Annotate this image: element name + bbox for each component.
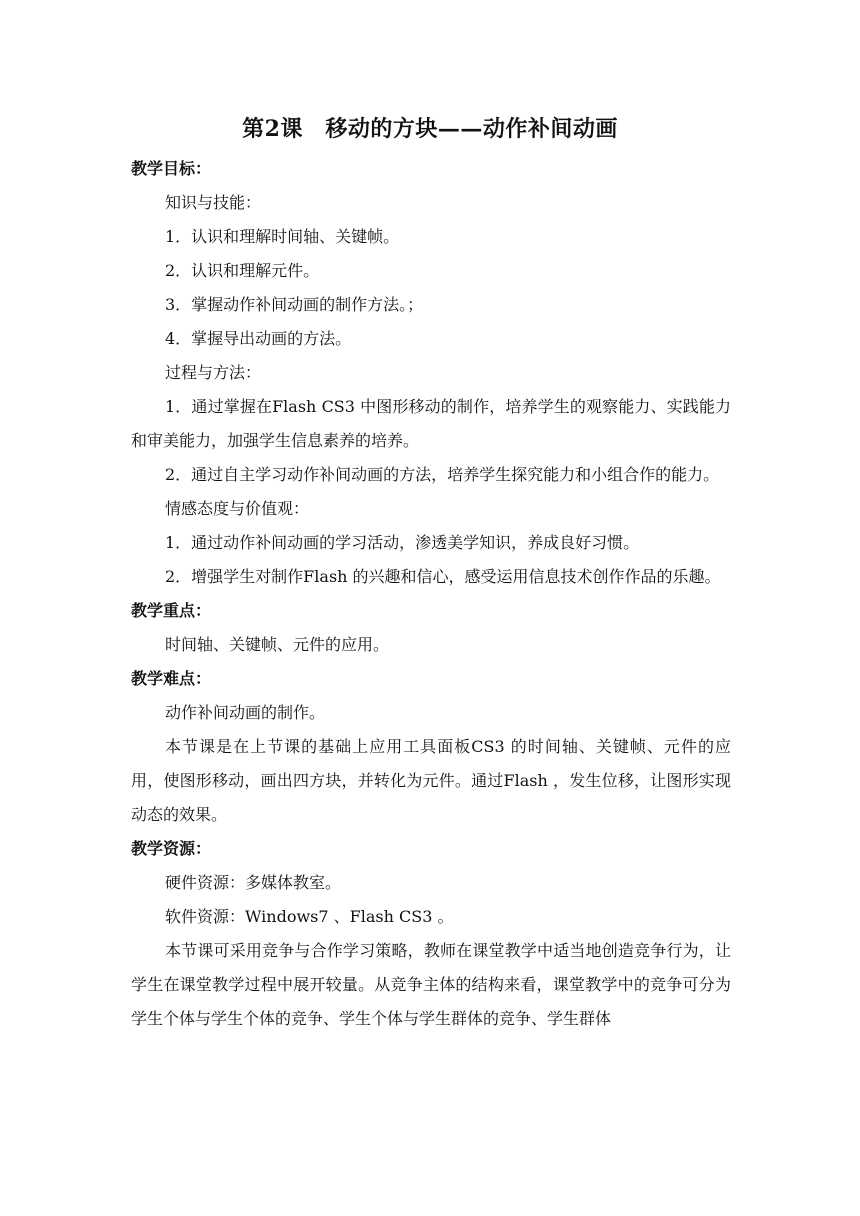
knowledge-item: 3．掌握动作补间动画的制作方法。； xyxy=(165,295,424,314)
resources-heading: 教学资源： xyxy=(131,839,212,858)
lesson-body xyxy=(131,152,731,1036)
attitude-item: 2．增强学生对制作Flash 的兴趣和信心，感受运用信息技术创作作品的乐趣。 xyxy=(165,567,721,586)
knowledge-item: 4．掌握导出动画的方法。 xyxy=(165,329,352,348)
software-resources: 软件资源：Windows7 、Flash CS3 。 xyxy=(165,907,454,926)
knowledge-item: 2．认识和理解元件。 xyxy=(165,261,320,280)
strategy-note: 本节课可采用竞争与合作学习策略，教师在课堂教学中适当地创造竞争行为，让学生在课堂教学过程中展开较量。从竞争主体的结构来看，课堂教学中的竞争可分为学生个体与学生个体的竞争、学生个体与学生群体的竞争、学生群体 xyxy=(131,941,731,1028)
key-points-heading: 教学重点： xyxy=(131,601,212,620)
lesson-title: 第2课 移动的方块——动作补间动画 xyxy=(242,116,618,142)
process-method-label: 过程与方法： xyxy=(165,363,262,382)
difficulties-note: 本节课是在上节课的基础上应用工具面板CS3 的时间轴、关键帧、元件的应用，使图形移动，画出四方块，并转化为元件。通过Flash ，发生位移，让图形实现动态的效果。 xyxy=(131,737,731,824)
key-points-text: 时间轴、关键帧、元件的应用。 xyxy=(165,635,390,654)
knowledge-skills-label: 知识与技能： xyxy=(165,193,262,212)
objectives-heading: 教学目标： xyxy=(131,159,212,178)
difficulties-heading: 教学难点： xyxy=(131,669,212,688)
hardware-resources: 硬件资源：多媒体教室。 xyxy=(165,873,342,892)
attitude-item: 1．通过动作补间动画的学习活动，渗透美学知识，养成良好习惯。 xyxy=(165,533,640,552)
attitude-values-label: 情感态度与价值观： xyxy=(165,499,310,518)
knowledge-item: 1．认识和理解时间轴、关键帧。 xyxy=(165,227,400,246)
process-item: 1．通过掌握在Flash CS3 中图形移动的制作，培养学生的观察能力、实践能力和审美能力，加强学生信息素养的培养。 xyxy=(131,397,731,450)
difficulties-text: 动作补间动画的制作。 xyxy=(165,703,326,722)
process-item: 2．通过自主学习动作补间动画的方法，培养学生探究能力和小组合作的能力。 xyxy=(165,465,720,484)
